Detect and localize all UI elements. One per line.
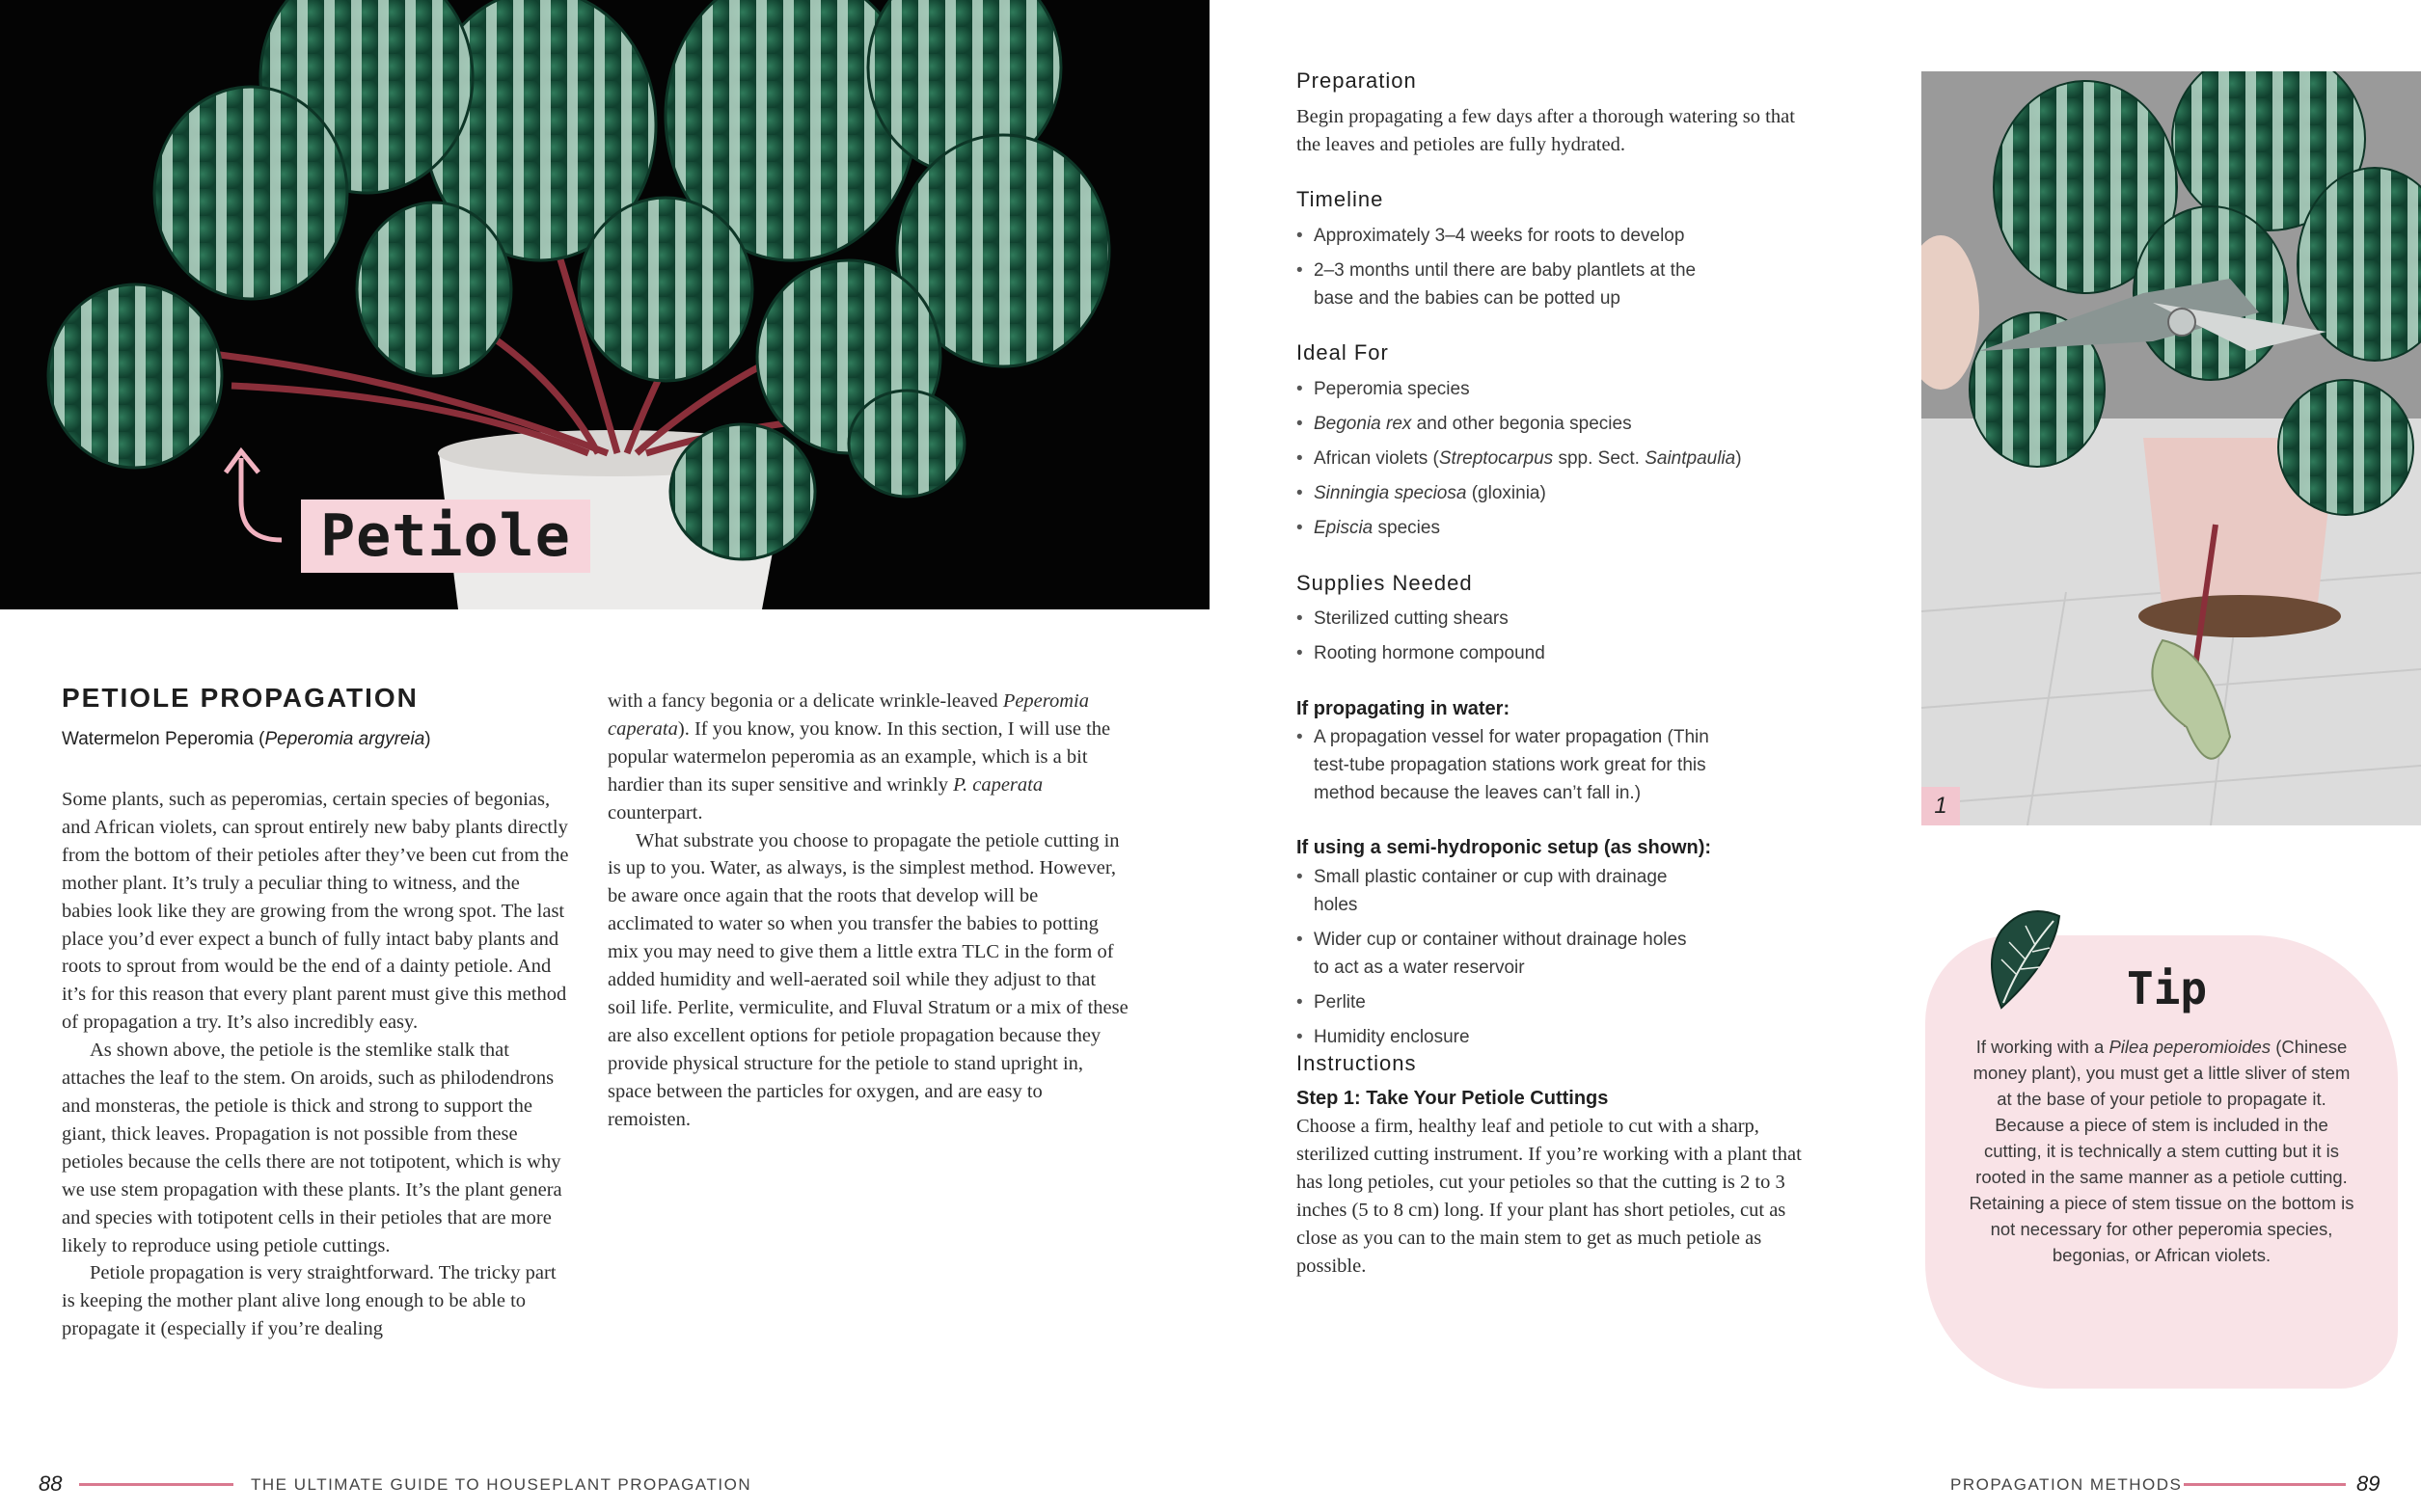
list-item: • Approximately 3–4 weeks for roots to develop — [1296, 222, 1740, 250]
list-item: • Wider cup or container without drainage holes to act as a water reservoir — [1296, 926, 1701, 982]
preparation-text: Begin propagating a few days after a thorough watering so that the leaves and petioles are fully hydrated. — [1296, 106, 1795, 155]
list-item: • Rooting hormone compound — [1296, 639, 1740, 667]
semi-hydro-list — [1296, 863, 1701, 1058]
timeline-heading: Timeline — [1296, 187, 1384, 211]
body-column-2 — [608, 688, 1129, 1134]
ideal-for-list — [1296, 375, 1836, 549]
running-head-left: THE ULTIMATE GUIDE TO HOUSEPLANT PROPAGATION — [251, 1475, 752, 1494]
paragraph: Some plants, such as peperomias, certain species of begonias, and African violets, can sprout entirely new baby plants directly from the bottom of their petioles after they’ve been cut from the mother plant. It’s truly a peculiar thing to witness, and the babies look like they are growing from the wrong spot. The last place you’d ever expect a bunch of fully intact baby plants and roots to sprout from would be the end of a dainty petiole. And it’s for this reason that every plant parent must give this method of propagation a try. It’s also incredibly easy. — [62, 789, 569, 1034]
peperomia-plant-illustration — [0, 0, 1210, 609]
list-item: • African violets (Streptocarpus spp. Sect. Saintpaulia) — [1296, 445, 1836, 472]
list-item: • A propagation vessel for water propagation (Thin test-tube propagation stations work great for this method because the leaves can’t fall in.) — [1296, 723, 1721, 807]
list-item: • Sinningia speciosa (gloxinia) — [1296, 479, 1836, 507]
list-item: • Begonia rex and other begonia species — [1296, 410, 1836, 438]
preparation-heading: Preparation — [1296, 68, 1417, 93]
list-item: • Small plastic container or cup with drainage holes — [1296, 863, 1701, 919]
list-item: • Perlite — [1296, 988, 1701, 1016]
water-list — [1296, 723, 1721, 814]
page-number-right: 89 — [2356, 1472, 2380, 1496]
supplies-heading: Supplies Needed — [1296, 571, 1473, 595]
petiole-label: Petiole — [301, 500, 590, 573]
tip-title: Tip — [2127, 962, 2208, 1014]
paragraph: As shown above, the petiole is the stemlike stalk that attaches the leaf to the stem. On aroids, such as philodendrons and monsteras, the petiole is thick and strong to support the giant, thick leaves. Propagation is not possible from these petioles because the cells there are not totipotent, which is why we use stem propagation with these plants. It’s the plant genera and species with totipotent cells in their petioles that are more likely to reproduce using petiole cuttings. — [62, 1040, 562, 1256]
footer-rule-right — [2184, 1483, 2346, 1486]
section-subtitle: Watermelon Peperomia (Peperomia argyreia) — [62, 729, 431, 749]
list-item: • Humidity enclosure — [1296, 1023, 1701, 1051]
timeline-list — [1296, 222, 1740, 319]
cutting-photo — [1921, 71, 2421, 825]
running-head-right: PROPAGATION METHODS — [1950, 1475, 2183, 1494]
semi-hydro-heading: If using a semi-hydroponic setup (as shown): — [1296, 837, 1712, 858]
leaf-icon — [1982, 902, 2069, 1017]
page-number-left: 88 — [39, 1472, 63, 1496]
step1-heading: Step 1: Take Your Petiole Cuttings — [1296, 1088, 1609, 1109]
shears-cutting-illustration — [1921, 71, 2421, 825]
list-item: • Peperomia species — [1296, 375, 1836, 403]
water-heading: If propagating in water: — [1296, 698, 1510, 719]
paragraph: with a fancy begonia or a delicate wrinkle-leaved Peperomia caperata). If you know, you know. In this section, I will use the popular watermelon peperomia as an example, which is a bit hardier than its super sensitive and wrinkly P. caperata counterpart. — [608, 690, 1111, 824]
section-title: PETIOLE PROPAGATION — [62, 683, 419, 713]
list-item: • Sterilized cutting shears — [1296, 605, 1740, 633]
supplies-list — [1296, 605, 1740, 674]
paragraph: Petiole propagation is very straightforward. The tricky part is keeping the mother plant alive long enough to be able to propagate it (especially if you’re dealing — [62, 1262, 557, 1340]
body-column-1 — [62, 786, 573, 1343]
step1-text: Choose a firm, healthy leaf and petiole to cut with a sharp, sterilized cutting instrument. If you’re working with a plant that has long petioles, cut your petioles so that the cutting is 2 to 3 inches (5 to 8 cm) long. If your plant has short petioles, cut as close as you can to the main stem to get as much petiole as possible. — [1296, 1116, 1802, 1277]
tip-text: If working with a Pilea peperomioides (Chinese money plant), you must get a little sliver of stem at the base of your petiole to propagate it. Because a piece of stem is included in the cutting, it is technically a stem cutting but it is rooted in the same manner as a petiole cutting. Retaining a piece of stem tissue on the bottom is not necessary for other peperomia species, begonias, or African violets. — [1969, 1037, 2354, 1265]
ideal-for-heading: Ideal For — [1296, 340, 1389, 364]
paragraph: What substrate you choose to propagate the petiole cutting in is up to you. Water, as always, is the simplest method. However, be aware once again that the roots that develop will be acclimated to water so when you transfer the babies to potting mix you may need to give them a little extra TLC in the form of added humidity and well-aerated soil while they adjust to that soil life. Perlite, vermiculite, and Fluval Stratum or a mix of these are also excellent options for petiole propagation because they provide physical structure for the petiole to stand upright in, space between the particles for oxygen, and are easy to remoisten. — [608, 829, 1129, 1130]
list-item: • 2–3 months until there are baby plantlets at the base and the babies can be potted up — [1296, 256, 1740, 312]
petiole-photo — [0, 0, 1210, 609]
instructions-heading: Instructions — [1296, 1051, 1417, 1075]
footer-rule-left — [79, 1483, 233, 1486]
photo-number: 1 — [1921, 787, 1960, 825]
list-item: • Episcia species — [1296, 514, 1836, 542]
